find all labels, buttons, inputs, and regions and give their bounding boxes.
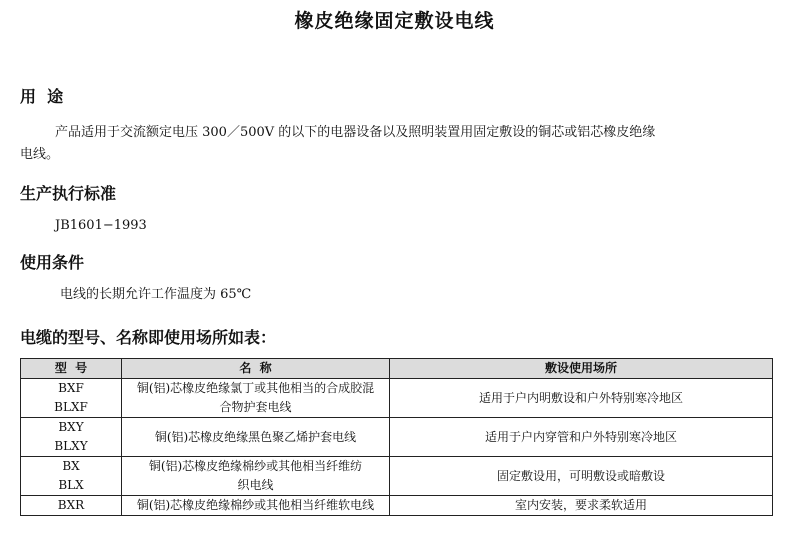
model-cell — [21, 379, 122, 418]
standard-heading: 生产执行标准 — [20, 184, 117, 203]
name-line1: 铜(铝)芯橡皮绝缘棉纱或其他相当纤维纺 — [148, 459, 363, 473]
page-title: 橡皮绝缘固定敷设电线 — [294, 10, 495, 32]
model-secondary: BLX — [58, 478, 84, 492]
usage-text-line1: 产品适用于交流额定电压 300／500V 的以下的电器设备以及照明装置用固定敷设的铜芯或铝芯橡皮绝缘 — [55, 125, 656, 140]
usage-heading: 用 途 — [20, 87, 64, 106]
model-cell — [21, 457, 122, 496]
name-cell: 铜(铝)芯橡皮绝缘黑色聚乙烯护套电线 — [122, 418, 390, 457]
table-row — [21, 457, 773, 496]
table-heading: 电缆的型号、名称即使用场所如表： — [20, 328, 277, 347]
name-line1: 铜(铝)芯橡皮绝缘氯丁或其他相当的合成胶混 — [136, 381, 375, 395]
model-primary: BX — [62, 459, 80, 473]
table-row — [21, 496, 773, 516]
usage-cell: 室内安装，要求柔软适用 — [390, 496, 773, 516]
usage-text-line2: 电线。 — [20, 147, 60, 162]
table-row — [21, 418, 773, 457]
name-line2: 合物护套电线 — [219, 400, 292, 414]
model-secondary: BLXY — [54, 439, 88, 453]
conditions-heading: 使用条件 — [20, 253, 85, 272]
model-primary: BXF — [58, 381, 84, 395]
name-line2: 织电线 — [237, 478, 274, 492]
usage-cell: 固定敷设用，可明敷设或暗敷设 — [390, 457, 773, 496]
model-secondary: BLXF — [54, 400, 88, 414]
header-usage: 敷设使用场所 — [390, 359, 773, 379]
model-primary: BXY — [58, 420, 84, 434]
name-cell — [122, 457, 390, 496]
standard-text: JB1601−1993 — [55, 218, 147, 233]
table-row — [21, 379, 773, 418]
model-cell: BXR — [21, 496, 122, 516]
cable-spec-table — [20, 358, 773, 516]
conditions-text: 电线的长期允许工作温度为 65℃ — [60, 287, 252, 302]
model-cell — [21, 418, 122, 457]
table-header-row — [21, 359, 773, 379]
usage-cell: 适用于户内穿管和户外特别寒冷地区 — [390, 418, 773, 457]
usage-cell: 适用于户内明敷设和户外特别寒冷地区 — [390, 379, 773, 418]
name-cell — [122, 379, 390, 418]
header-model: 型 号 — [21, 359, 122, 379]
name-cell: 铜(铝)芯橡皮绝缘棉纱或其他相当纤维软电线 — [122, 496, 390, 516]
header-name: 名 称 — [122, 359, 390, 379]
